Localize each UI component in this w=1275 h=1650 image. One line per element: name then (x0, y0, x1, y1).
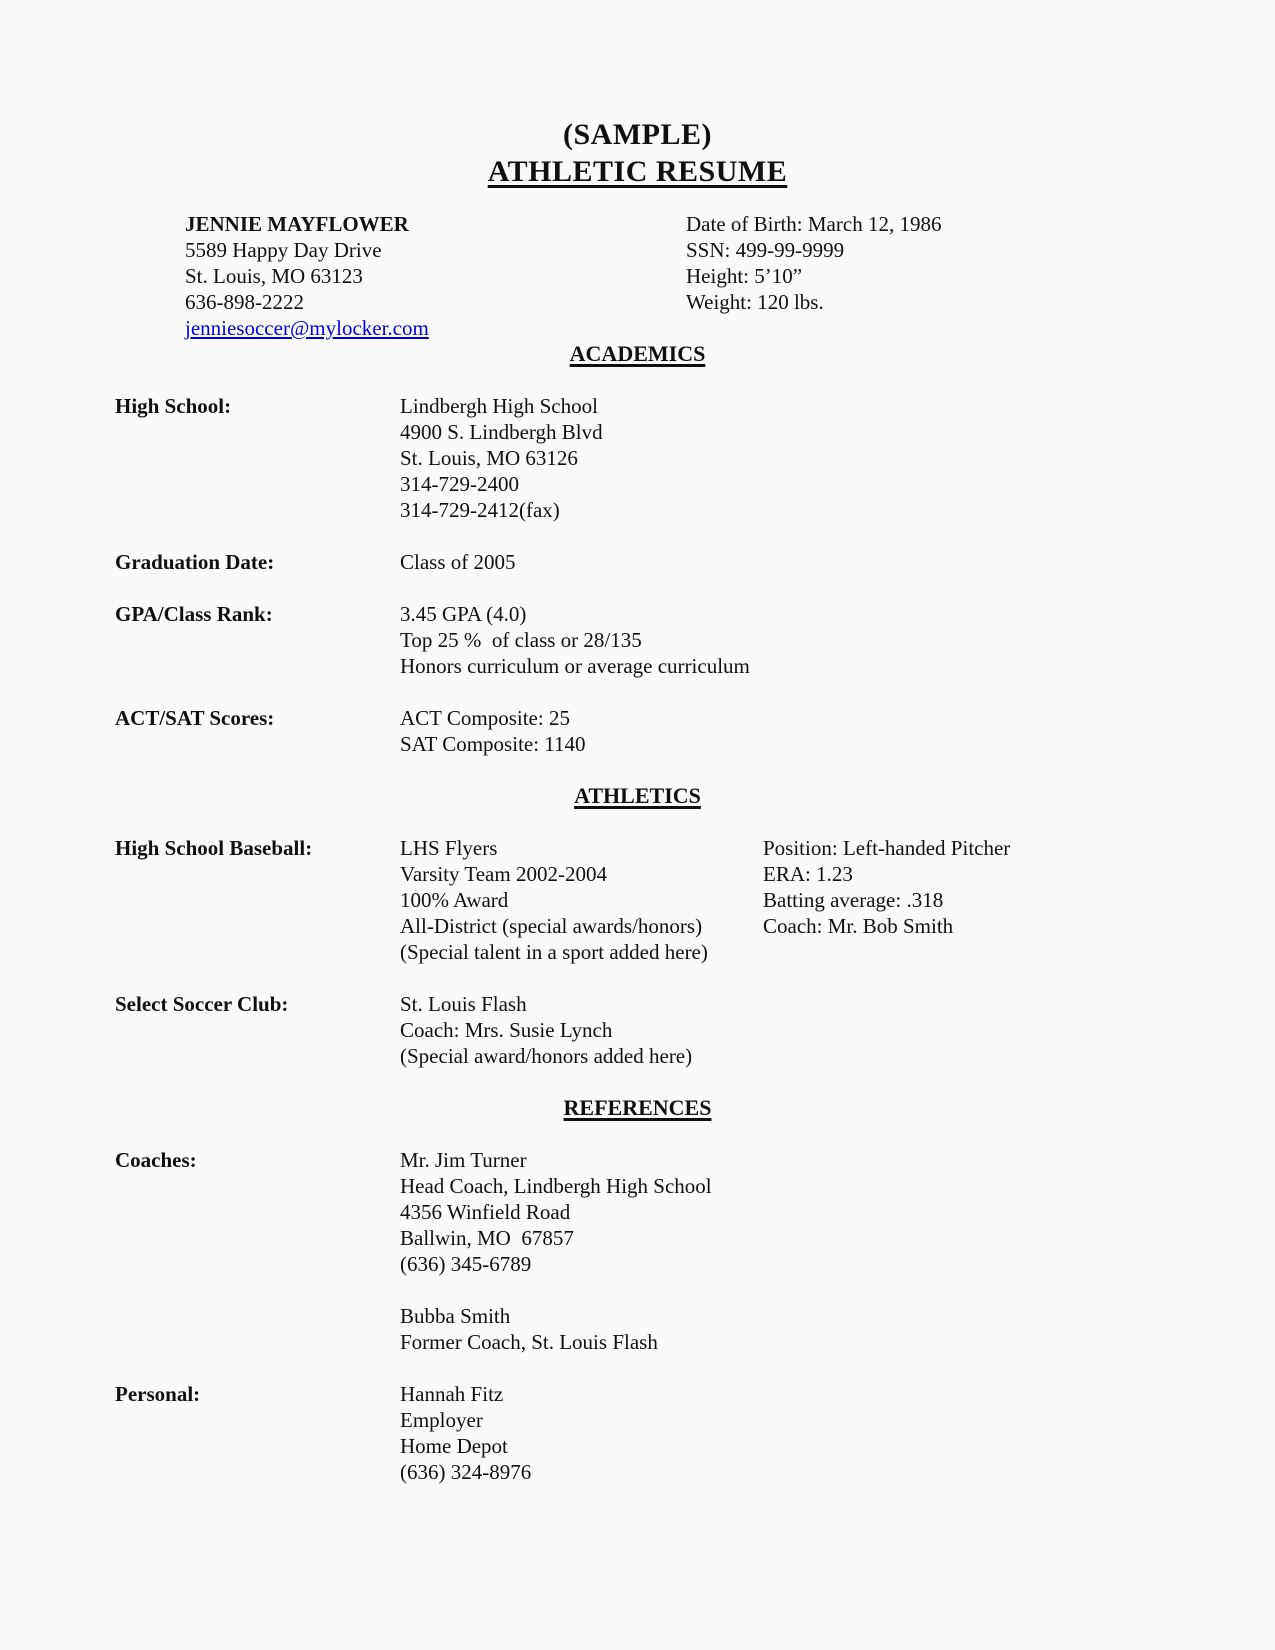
value-line-spacer (400, 1277, 763, 1303)
academics-row-high-school (0, 393, 1275, 523)
row-label: High School: (115, 394, 232, 418)
section-header-academics (0, 341, 1275, 367)
contact-ssn: SSN: 499-99-9999 (686, 238, 845, 262)
value-line: (Special award/honors added here) (400, 1044, 693, 1068)
athletics-row-high-school-baseball (0, 835, 1275, 965)
section-header-athletics-text: ATHLETICS (574, 783, 701, 808)
document-title-block (0, 116, 1275, 190)
value-line: Lindbergh High School (400, 394, 598, 418)
row-values (400, 549, 763, 575)
contact-name: JENNIE MAYFLOWER (185, 212, 409, 236)
stat-line: Batting average: .318 (763, 888, 944, 912)
contact-dob: Date of Birth: March 12, 1986 (686, 212, 942, 236)
value-line: ACT Composite: 25 (400, 706, 570, 730)
value-line: 4900 S. Lindbergh Blvd (400, 420, 603, 444)
contact-left-column (185, 211, 686, 341)
section-header-athletics (0, 783, 1275, 809)
document-title-sample-line: (SAMPLE) (563, 118, 712, 151)
row-values (400, 601, 763, 679)
academics-row-graduation-date (0, 549, 1275, 575)
value-line: Ballwin, MO 67857 (400, 1226, 574, 1250)
contact-address-line: St. Louis, MO 63123 (185, 264, 363, 288)
value-line: 100% Award (400, 888, 509, 912)
value-line: 314-729-2412(fax) (400, 498, 560, 522)
value-line: 4356 Winfield Road (400, 1200, 571, 1224)
academics-row-act-sat-scores (0, 705, 1275, 757)
row-values (400, 705, 763, 757)
stat-line: ERA: 1.23 (763, 862, 853, 886)
value-line: Employer (400, 1408, 483, 1432)
value-line: Home Depot (400, 1434, 508, 1458)
references-row-coaches (0, 1147, 1275, 1355)
value-line: Coach: Mrs. Susie Lynch (400, 1018, 613, 1042)
value-line: St. Louis, MO 63126 (400, 446, 578, 470)
row-values (400, 1381, 763, 1485)
contact-email-line (185, 315, 686, 341)
value-line: (636) 324-8976 (400, 1460, 532, 1484)
references-row-personal (0, 1381, 1275, 1485)
row-label: Personal: (115, 1382, 201, 1406)
value-line: Varsity Team 2002-2004 (400, 862, 607, 886)
contact-height: Height: 5’10” (686, 264, 803, 288)
value-line: Class of 2005 (400, 550, 516, 574)
value-line: Head Coach, Lindbergh High School (400, 1174, 712, 1198)
contact-weight: Weight: 120 lbs. (686, 290, 824, 314)
value-line: St. Louis Flash (400, 992, 527, 1016)
contact-phone: 636-898-2222 (185, 290, 304, 314)
value-line: Mr. Jim Turner (400, 1148, 527, 1172)
value-line: Former Coach, St. Louis Flash (400, 1330, 658, 1354)
stat-line: Position: Left-handed Pitcher (763, 836, 1011, 860)
value-line: SAT Composite: 1140 (400, 732, 586, 756)
stat-line: Coach: Mr. Bob Smith (763, 914, 954, 938)
row-label: Select Soccer Club: (115, 992, 289, 1016)
value-line: 3.45 GPA (4.0) (400, 602, 527, 626)
row-values (400, 393, 763, 523)
section-header-academics-text: ACADEMICS (569, 341, 706, 366)
section-header-references (0, 1095, 1275, 1121)
row-label: Graduation Date: (115, 550, 275, 574)
contact-address-line: 5589 Happy Day Drive (185, 238, 382, 262)
contact-right-column (686, 211, 1215, 341)
value-line: Honors curriculum or average curriculum (400, 654, 750, 678)
document-title: ATHLETIC RESUME (487, 155, 788, 188)
contact-email-link[interactable]: jenniesoccer@mylocker.com (185, 316, 429, 340)
value-line: Top 25 % of class or 28/135 (400, 628, 642, 652)
value-line: LHS Flyers (400, 836, 498, 860)
athletics-row-select-soccer-club (0, 991, 1275, 1069)
row-label: High School Baseball: (115, 836, 313, 860)
value-line: Hannah Fitz (400, 1382, 504, 1406)
row-label: GPA/Class Rank: (115, 602, 273, 626)
row-values (400, 1147, 763, 1355)
section-header-references-text: REFERENCES (563, 1095, 712, 1120)
row-values (400, 835, 763, 965)
value-line: (636) 345-6789 (400, 1252, 532, 1276)
row-label: Coaches: (115, 1148, 197, 1172)
academics-row-gpa-class-rank (0, 601, 1275, 679)
row-values (400, 991, 763, 1069)
row-label: ACT/SAT Scores: (115, 706, 275, 730)
value-line: 314-729-2400 (400, 472, 519, 496)
value-line: All-District (special awards/honors) (400, 914, 703, 938)
value-line: (Special talent in a sport added here) (400, 940, 708, 964)
row-stats (763, 835, 1235, 965)
contact-block (0, 211, 1275, 341)
value-line: Bubba Smith (400, 1304, 511, 1328)
